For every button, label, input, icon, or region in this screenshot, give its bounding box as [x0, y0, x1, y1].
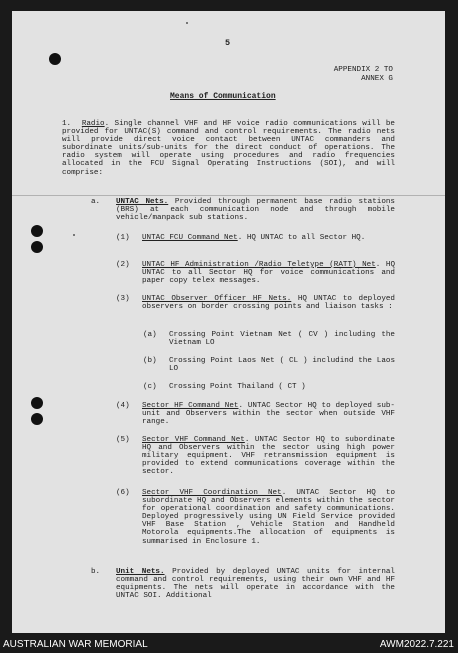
sub-item-hf-admin-net	[142, 261, 395, 285]
footer-accession: AWM2022.7.221	[379, 639, 454, 650]
sub-item-label: UNTAC Observer Officer HF Nets.	[142, 295, 292, 303]
punch-hole	[31, 241, 43, 253]
punch-hole	[49, 53, 61, 65]
crossing-marker: (c)	[143, 383, 157, 391]
sub-item-text: . UNTAC Sector HQ to deployed sub-unit and Observers within the sector when outside VHF range.	[142, 402, 395, 427]
crossing-thailand: Crossing Point Thailand ( CT )	[169, 383, 306, 391]
sub-item-text: . UNTAC Sector HQ to subordinate HQ and Observers within the sector using high power military equipment. VHF retransmission equipment is provided to extend communications coverage within the sector.	[142, 436, 395, 477]
sub-item-label: UNTAC HF Administration /Radio Teletype (RATT) Net	[142, 261, 376, 269]
document-title: Means of Communication	[170, 92, 276, 101]
paper-fold-line	[12, 195, 445, 196]
sub-item-sector-hf-net	[142, 402, 395, 426]
paragraph-label: Radio	[81, 120, 105, 128]
sub-item-text: . HQ UNTAC to all Sector HQ.	[237, 234, 366, 242]
page-number: 5	[225, 38, 231, 48]
punch-hole	[31, 397, 43, 409]
crossing-vietnam: Crossing Point Vietnam Net ( CV ) including the Vietnam LO	[169, 331, 395, 348]
paper-speck	[186, 22, 188, 24]
sub-item-fcu-command-net	[142, 234, 395, 242]
item-text: Provided through permanent base radio stations (BRS) at each communication node and through mobile vehicle/manpack sub stations.	[116, 198, 395, 223]
paper-speck	[73, 234, 75, 236]
paragraph-number: 1.	[62, 120, 72, 128]
crossing-laos: Crossing Point Laos Net ( CL ) includind the Laos LO	[169, 357, 395, 374]
sub-item-label: Sector HF Command Net	[142, 402, 239, 410]
item-untac-nets	[116, 198, 395, 222]
punch-hole	[31, 413, 43, 425]
sub-item-marker: (1)	[116, 234, 130, 242]
sub-item-text: . UNTAC Sector HQ to subordinate HQ and Observers elements within the sector for operational coordination and safety communications. Deployed progressively using UN Field Service provided VHF Base Station , Vehicle Station and Handheld Motorola equipments.The allocation of equipments is summarised in Enclosure 1.	[142, 489, 396, 546]
sub-item-marker: (5)	[116, 436, 130, 444]
crossing-marker: (a)	[143, 331, 157, 339]
sub-item-marker: (2)	[116, 261, 130, 269]
sub-item-observer-hf-nets	[142, 295, 395, 311]
footer-collection: AUSTRALIAN WAR MEMORIAL	[3, 639, 148, 650]
sub-item-sector-vhf-command-net	[142, 436, 395, 476]
crossing-marker: (b)	[143, 357, 157, 365]
sub-item-text: HQ UNTAC to deployed observers on border crossing points and liaison tasks :	[142, 295, 395, 312]
sub-item-label: Sector VHF Command Net	[142, 436, 245, 444]
sub-item-marker: (4)	[116, 402, 130, 410]
item-marker: b.	[91, 568, 101, 576]
annex-line: ANNEX G	[361, 75, 393, 83]
appendix-reference	[334, 66, 393, 84]
paragraph-text: . Single channel VHF and HF voice radio communications will be provided for UNTAC(S) command and control requirements. The radio nets will provide direct voice contact between UNTAC commanders and subordinate units/sub-units for the direct conduct of operations. The radio system will operate using procedures and radio frequencies allocated in the FCU Signal Operating Instructions (SOI), and will comprise:	[62, 120, 395, 177]
document-page	[12, 11, 445, 633]
item-label: UNTAC Nets.	[116, 198, 169, 206]
punch-hole	[31, 225, 43, 237]
sub-item-sector-vhf-coordination-net	[142, 489, 395, 546]
sub-item-label: UNTAC FCU Command Net	[142, 234, 238, 242]
item-label: Unit Nets.	[116, 568, 165, 576]
paragraph-radio	[62, 120, 395, 177]
item-unit-nets	[116, 568, 395, 600]
sub-item-text: . HQ UNTAC to all Sector HQ for voice communications and paper copy telex messages.	[142, 261, 395, 286]
appendix-line: APPENDIX 2 TO	[333, 66, 393, 74]
item-marker: a.	[91, 198, 101, 206]
item-text: Provided by deployed UNTAC units for internal command and control requirements, using their own VHF and HF equipments. The nets will operate in accordance with the UNTAC SOI. Additional	[116, 568, 395, 601]
sub-item-label: Sector VHF Coordination Net	[142, 489, 282, 497]
sub-item-marker: (3)	[116, 295, 130, 303]
sub-item-marker: (6)	[116, 489, 130, 497]
